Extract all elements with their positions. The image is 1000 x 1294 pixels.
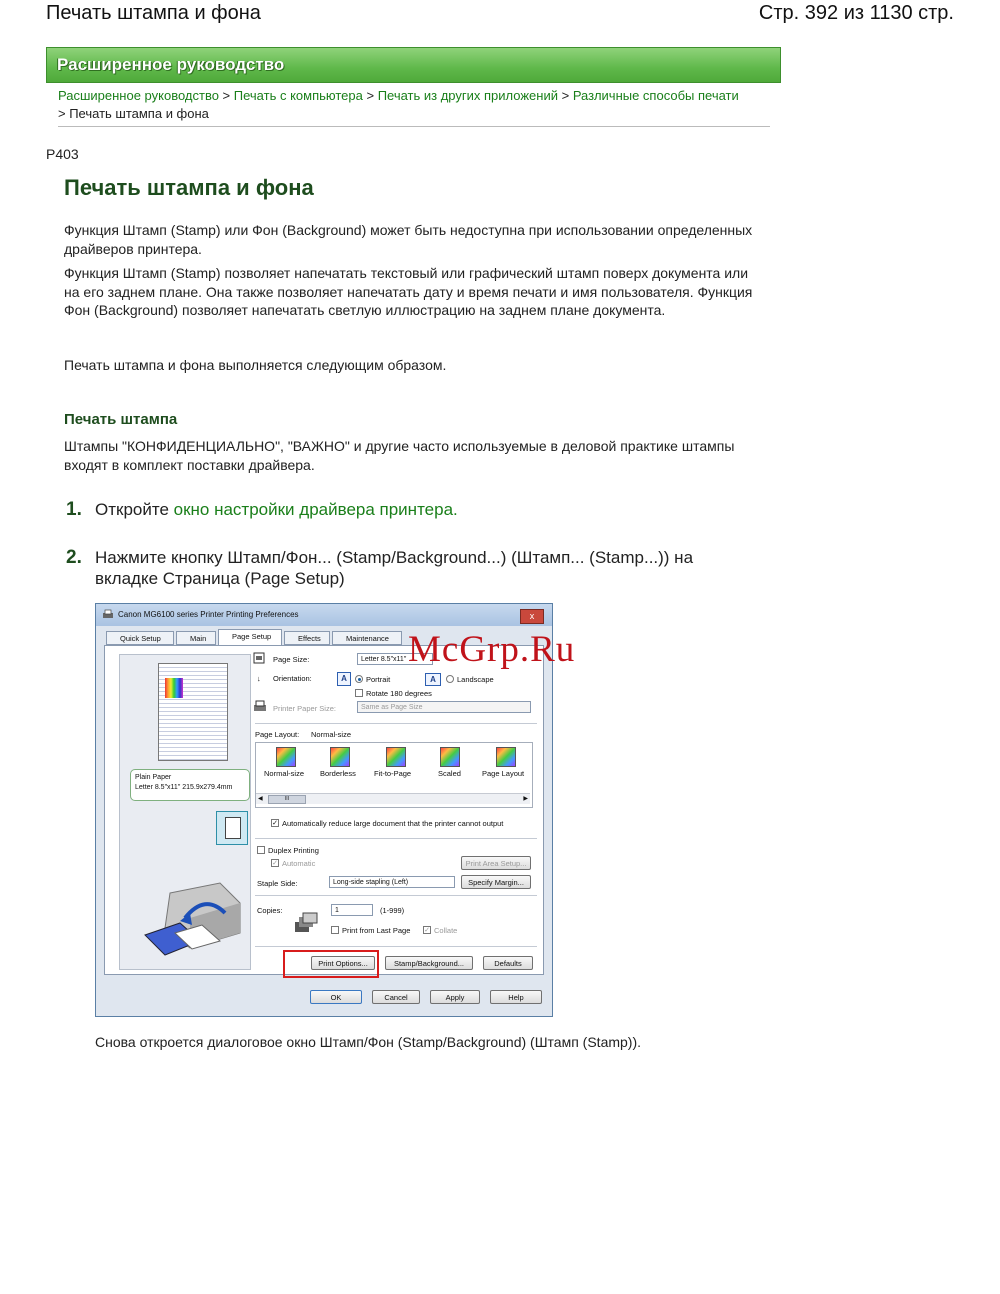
page-layout-label: Page Layout: xyxy=(255,730,300,739)
tab-page-setup[interactable] xyxy=(218,629,282,645)
tab-quick-setup-label: Quick Setup xyxy=(120,634,161,643)
breadcrumb-link-printing-methods[interactable]: Различные способы печати xyxy=(572,88,739,103)
help-button[interactable]: Help xyxy=(490,990,542,1004)
paper-type: Plain Paper xyxy=(135,774,172,781)
orientation-label: Orientation: xyxy=(273,674,312,683)
paragraph-stamps: Штампы "КОНФИДЕНЦИАЛЬНО", "ВАЖНО" и другие часто используемые в деловой практике штампы входят в комплект поставки драйвера. xyxy=(64,438,735,473)
paragraph-availability: Функция Штамп (Stamp) или Фон (Background) может быть недоступна при использовании определенных драйверов принтера. xyxy=(64,222,753,257)
tab-quick-setup[interactable] xyxy=(106,631,174,645)
landscape-radio[interactable] xyxy=(446,675,454,683)
page-size-select[interactable]: Letter 8.5"x11" xyxy=(357,653,433,665)
tab-main[interactable] xyxy=(176,631,216,645)
printer-illustration-icon xyxy=(140,873,248,963)
paper-info-box xyxy=(130,769,250,801)
collate-checkbox[interactable]: ✓ xyxy=(424,927,430,934)
orientation-arrow-icon: ↓ xyxy=(257,674,261,683)
scroll-right-icon[interactable]: ▶ xyxy=(523,796,528,802)
divider xyxy=(255,895,537,896)
landscape-icon: A xyxy=(425,673,441,686)
dialog-title-bar xyxy=(96,604,552,626)
scaled-icon[interactable] xyxy=(440,747,460,767)
layout-scaled-label: Scaled xyxy=(438,769,461,778)
tab-maintenance[interactable] xyxy=(332,631,402,645)
specify-margin-button[interactable]: Specify Margin... xyxy=(461,875,531,889)
staple-side-select[interactable]: Long-side stapling (Left) xyxy=(329,876,455,888)
watermark: McGrp.Ru xyxy=(408,629,576,670)
collate-label: Collate xyxy=(434,926,458,935)
fit-to-page-icon[interactable] xyxy=(386,747,406,767)
breadcrumb-link-advanced-guide[interactable]: Расширенное руководство xyxy=(58,88,219,103)
dialog-title: Canon MG6100 series Printer Printing Preferences xyxy=(118,610,299,619)
page-counter: Стр. 392 из 1130 стр. xyxy=(758,2,954,24)
scroll-thumb[interactable]: III xyxy=(268,795,306,804)
print-options-button[interactable]: Print Options... xyxy=(311,956,375,970)
highlight-stamp-button-frame xyxy=(283,950,379,978)
layout-borderless-label: Borderless xyxy=(320,769,356,778)
layout-scrollbar[interactable] xyxy=(256,793,530,804)
page-setup-panel xyxy=(104,645,544,975)
divider xyxy=(255,946,537,947)
borderless-icon[interactable] xyxy=(330,747,350,767)
print-last-page-checkbox[interactable] xyxy=(331,926,339,934)
layout-options-box xyxy=(255,742,533,808)
staple-side-label: Staple Side: xyxy=(257,879,298,888)
image-thumbnail xyxy=(165,678,183,698)
printer-icon xyxy=(102,609,114,620)
caption-dialog-opens: Снова откроется диалоговое окно Штамп/Фон (Stamp/Background) (Штамп (Stamp)). xyxy=(95,1034,642,1050)
copies-range: (1-999) xyxy=(380,906,405,915)
document-title: Печать штампа и фона xyxy=(46,2,261,24)
paragraph-procedure: Печать штампа и фона выполняется следующим образом. xyxy=(64,357,447,373)
printer-paper-icon xyxy=(253,700,267,712)
breadcrumb-link-other-apps[interactable]: Печать из других приложений xyxy=(377,88,558,103)
print-area-setup-button[interactable]: Print Area Setup... xyxy=(461,856,531,870)
normal-size-icon[interactable] xyxy=(276,747,296,767)
landscape-label: Landscape xyxy=(457,675,494,684)
divider xyxy=(255,838,537,839)
apply-button[interactable]: Apply xyxy=(430,990,480,1004)
paper-size-info: Letter 8.5"x11" 215.9x279.4mm xyxy=(135,784,233,791)
defaults-button[interactable]: Defaults xyxy=(483,956,533,970)
duplex-label: Duplex Printing xyxy=(268,846,319,855)
printer-paper-label: Printer Paper Size: xyxy=(273,704,336,713)
page-layout-value: Normal-size xyxy=(311,730,352,739)
page-size-icon xyxy=(253,652,267,664)
duplex-checkbox[interactable] xyxy=(257,846,265,854)
copies-stack-icon xyxy=(293,912,319,936)
breadcrumb: Расширенное руководство > Печать с компьютера > Печать из других приложений > Различные способы печати > Печать штампа и фона xyxy=(58,88,739,121)
divider xyxy=(255,723,537,724)
layout-fit-label: Fit-to-Page xyxy=(374,769,412,778)
portrait-radio[interactable] xyxy=(355,675,363,683)
layout-normal-label: Normal-size xyxy=(264,769,305,778)
tab-main-label: Main xyxy=(190,634,207,643)
tab-page-setup-label: Page Setup xyxy=(232,632,272,641)
step-number-2: 2. xyxy=(66,547,82,568)
portrait-icon: A xyxy=(337,672,351,686)
paragraph-description: Функция Штамп (Stamp) позволяет напечатать текстовый или графический штамп поверх документа или на его заднем плане. Она также позволяет напечатать дату и время печати и имя пользователя. Функция Фон (Background) позволяет напечатать светлую иллюстрацию на заднем плане документа. xyxy=(64,265,753,318)
automatic-label: Automatic xyxy=(282,859,316,868)
tab-effects-label: Effects xyxy=(298,634,321,643)
scroll-left-icon[interactable]: ◀ xyxy=(258,796,263,802)
stamp-background-button[interactable]: Stamp/Background... xyxy=(385,956,473,970)
cancel-button[interactable]: Cancel xyxy=(372,990,420,1004)
breadcrumb-divider xyxy=(58,126,770,127)
banner-text: Расширенное руководство xyxy=(57,55,285,74)
preview-area xyxy=(119,654,251,970)
tab-effects[interactable] xyxy=(284,631,330,645)
portrait-label: Portrait xyxy=(366,675,391,684)
auto-reduce-checkbox[interactable]: ✓ xyxy=(272,820,278,827)
breadcrumb-link-print-from-computer[interactable]: Печать с компьютера xyxy=(233,88,363,103)
orientation-preview-icon xyxy=(216,811,248,845)
page-size-label: Page Size: xyxy=(273,655,310,664)
printer-paper-select[interactable]: Same as Page Size xyxy=(357,701,531,713)
page-id: P403 xyxy=(46,146,79,162)
page-heading: Печать штампа и фона xyxy=(64,175,314,200)
step-1-label: Откройте xyxy=(95,500,174,519)
subheading-stamp: Печать штампа xyxy=(64,411,178,428)
automatic-checkbox[interactable]: ✓ xyxy=(272,860,278,867)
rotate-label: Rotate 180 degrees xyxy=(366,689,432,698)
page-preview xyxy=(158,663,228,761)
ok-button[interactable]: OK xyxy=(310,990,362,1004)
section-banner xyxy=(46,47,781,83)
page-layout-icon[interactable] xyxy=(496,747,516,767)
layout-page-layout-label: Page Layout xyxy=(482,769,525,778)
copies-label: Copies: xyxy=(257,906,283,915)
close-icon[interactable]: x xyxy=(520,609,544,624)
print-last-page-label: Print from Last Page xyxy=(342,926,411,935)
step-1-text xyxy=(95,499,755,520)
driver-settings-link[interactable]: окно настройки драйвера принтера. xyxy=(173,500,458,519)
copies-input[interactable]: 1 xyxy=(331,904,373,916)
step-2-text: Нажмите кнопку Штамп/Фон... (Stamp/Background...) (Штамп... (Stamp...)) на вкладке Страница (Page Setup) xyxy=(95,548,694,588)
rotate-checkbox[interactable] xyxy=(355,689,363,697)
step-number-1: 1. xyxy=(66,499,82,520)
breadcrumb-current: > Печать штампа и фона xyxy=(58,106,209,121)
auto-reduce-label: Automatically reduce large document that the printer cannot output xyxy=(282,819,504,828)
tab-maintenance-label: Maintenance xyxy=(346,634,389,643)
